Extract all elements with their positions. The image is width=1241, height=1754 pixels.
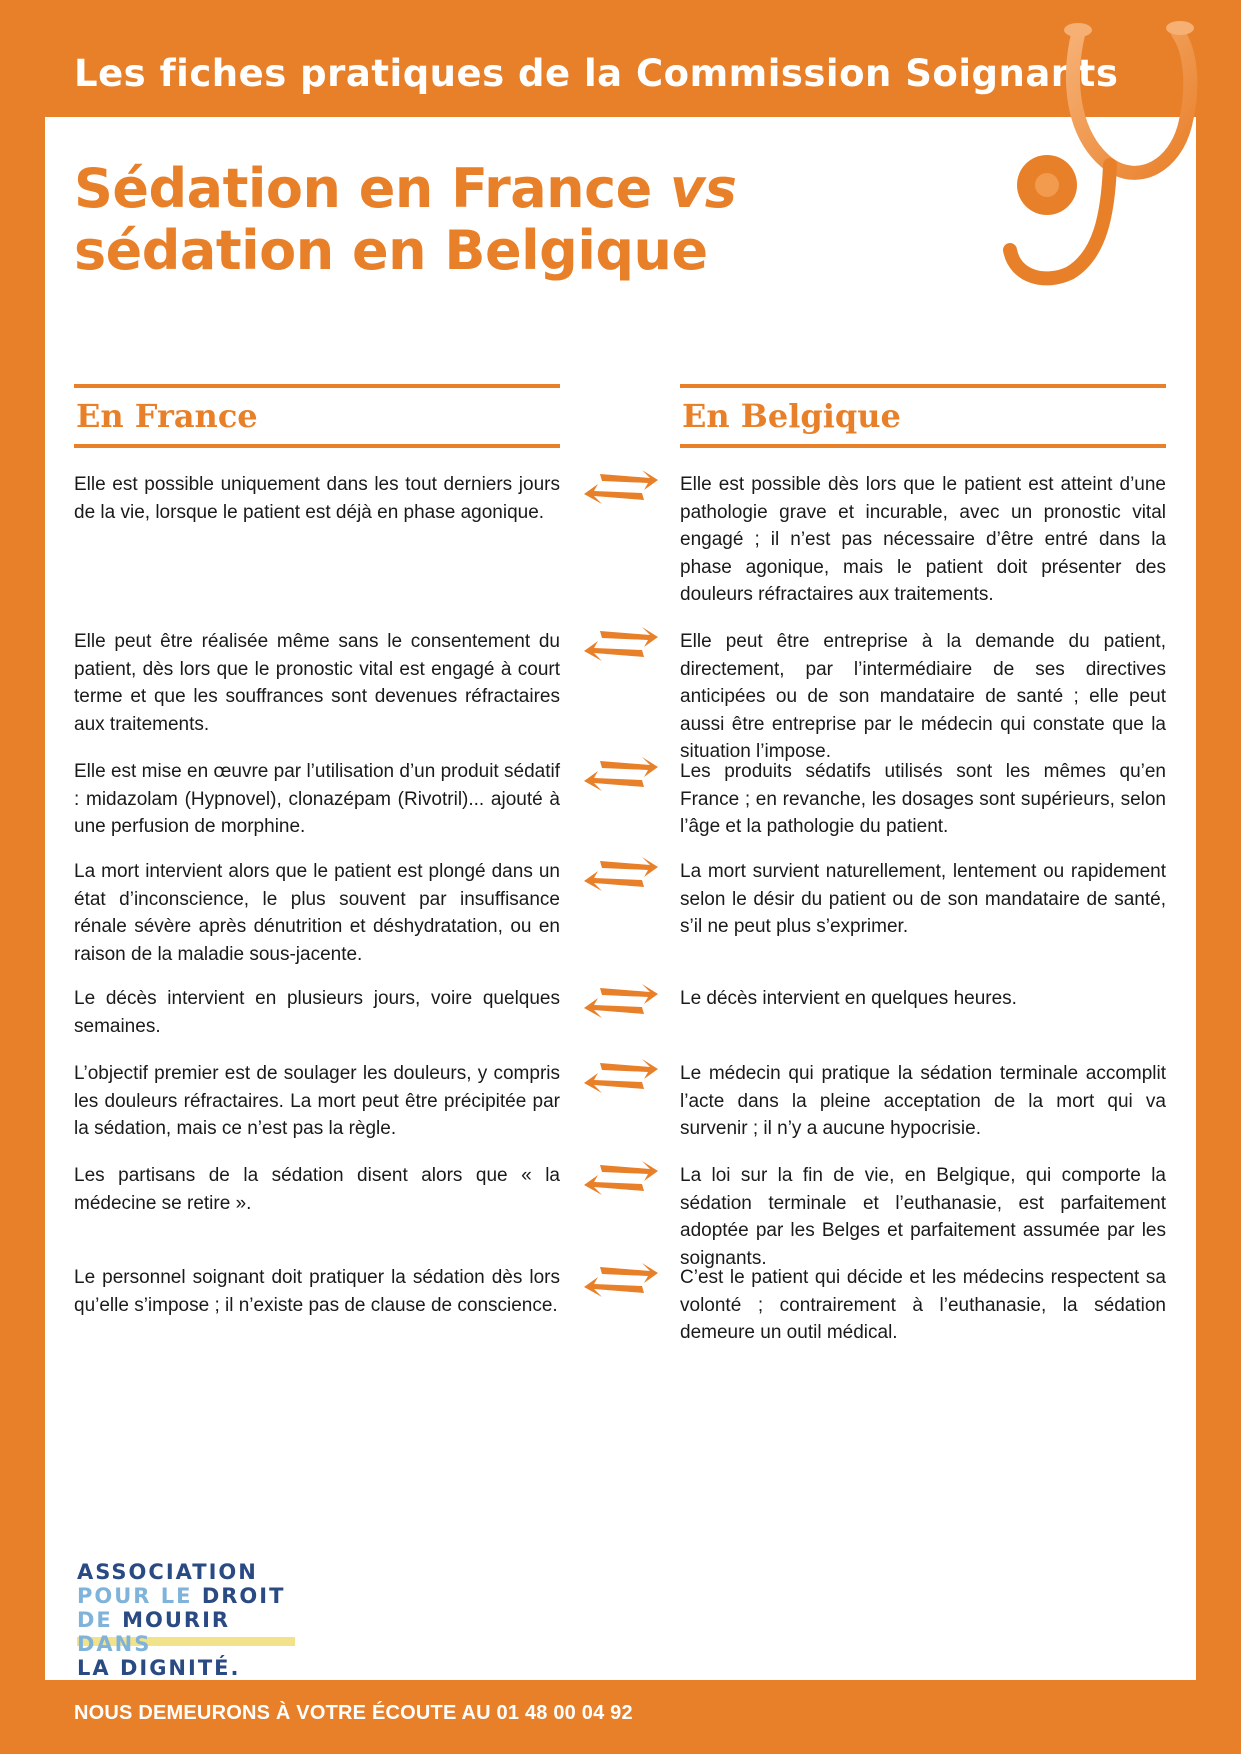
belgique-text-4: La mort survient naturellement, lentement ou rapidement selon le désir du patient ou de son mandataire de santé, s’il ne peut plus s’exprimer. xyxy=(680,861,1166,937)
belgique-text-8: C’est le patient qui décide et les médecins respectent sa volonté ; contrairement à l’euthanasie, la sédation demeure un outil médical. xyxy=(680,1267,1166,1343)
stethoscope-icon xyxy=(1000,15,1230,305)
double-arrow-icon xyxy=(584,1161,658,1195)
france-text-3: Elle est mise en œuvre par l’utilisation d’un produit sédatif : midazolam (Hypnovel), clonazépam (Rivotril)... ajouté à une perfusion de morphine. xyxy=(74,761,560,837)
logo-line-1: ASSOCIATION xyxy=(77,1560,258,1584)
france-text-5: Le décès intervient en plusieurs jours, voire quelques semaines. xyxy=(74,988,560,1037)
belgique-text-3: Les produits sédatifs utilisés sont les mêmes qu’en France ; en revanche, les dosages sont supérieurs, selon l’âge et la pathologie du patient. xyxy=(680,761,1166,837)
double-arrow-icon xyxy=(584,757,658,791)
double-arrow-icon xyxy=(584,857,658,891)
logo-line-2a: POUR LE xyxy=(77,1584,202,1608)
double-arrow-icon xyxy=(584,1263,658,1297)
logo-line-4: LA DIGNITÉ. xyxy=(77,1656,241,1680)
title-part-2: sédation en Belgique xyxy=(74,219,708,282)
double-arrow-icon xyxy=(584,984,658,1018)
title-part-1: Sédation en France xyxy=(74,157,671,220)
association-logo xyxy=(77,1560,297,1680)
belgique-heading: En Belgique xyxy=(680,384,1166,448)
double-arrow-icon xyxy=(584,1059,658,1093)
france-text-4: La mort intervient alors que le patient est plongé dans un état d’inconscience, le plus souvent par insuffisance rénale sévère après dénutrition et déshydratation, ou en raison de la maladie sous-jacente. xyxy=(74,861,560,965)
title-vs: vs xyxy=(670,157,737,220)
belgique-text-5: Le décès intervient en quelques heures. xyxy=(680,988,1017,1009)
france-heading: En France xyxy=(74,384,560,448)
logo-line-3b: MOURIR xyxy=(122,1608,231,1632)
france-text-2: Elle peut être réalisée même sans le consentement du patient, dès lors que le pronostic vital est engagé à court terme et que les souffrances sont devenues réfractaires aux traitements. xyxy=(74,631,560,735)
belgique-text-1: Elle est possible dès lors que le patient est atteint d’une pathologie grave et incurable, avec un pronostic vital engagé ; il n’est pas nécessaire d’être entré dans la phase agonique, mais le patient doit présenter des douleurs réfractaires aux traitements. xyxy=(680,474,1166,605)
logo-line-3c: DANS xyxy=(77,1632,152,1656)
france-text-1: Elle est possible uniquement dans les tout derniers jours de la vie, lorsque le patient est déjà en phase agonique. xyxy=(74,474,560,523)
belgique-text-6: Le médecin qui pratique la sédation terminale accomplit l’acte dans la pleine acceptation de la mort qui va survenir ; il n’y a aucune hypocrisie. xyxy=(680,1063,1166,1139)
france-text-7: Les partisans de la sédation disent alors que « la médecine se retire ». xyxy=(74,1165,560,1214)
france-text-8: Le personnel soignant doit pratiquer la sédation dès lors qu’elle s’impose ; il n’existe pas de clause de conscience. xyxy=(74,1267,560,1316)
logo-line-3a: DE xyxy=(77,1608,123,1632)
logo-line-2b: DROIT xyxy=(201,1584,286,1608)
double-arrow-icon xyxy=(584,627,658,661)
page-title xyxy=(74,158,794,282)
header-title: Les fiches pratiques de la Commission Soignants xyxy=(74,52,1119,95)
double-arrow-icon xyxy=(584,470,658,504)
france-text-6: L’objectif premier est de soulager les douleurs, y compris les douleurs réfractaires. La mort peut être précipitée par la sédation, mais ce n’est pas la règle. xyxy=(74,1063,560,1139)
belgique-text-7: La loi sur la fin de vie, en Belgique, qui comporte la sédation terminale et l’euthanasie, est parfaitement adoptée par les Belges et parfaitement assumée par les soignants. xyxy=(680,1165,1166,1269)
footer-contact: NOUS DEMEURONS À VOTRE ÉCOUTE AU 01 48 00 04 92 xyxy=(74,1702,633,1724)
belgique-text-2: Elle peut être entreprise à la demande du patient, directement, par l’intermédiaire de ses directives anticipées ou de son mandataire de santé ; elle peut aussi être entreprise par le médecin qui constate que la situation l’impose. xyxy=(680,631,1166,762)
